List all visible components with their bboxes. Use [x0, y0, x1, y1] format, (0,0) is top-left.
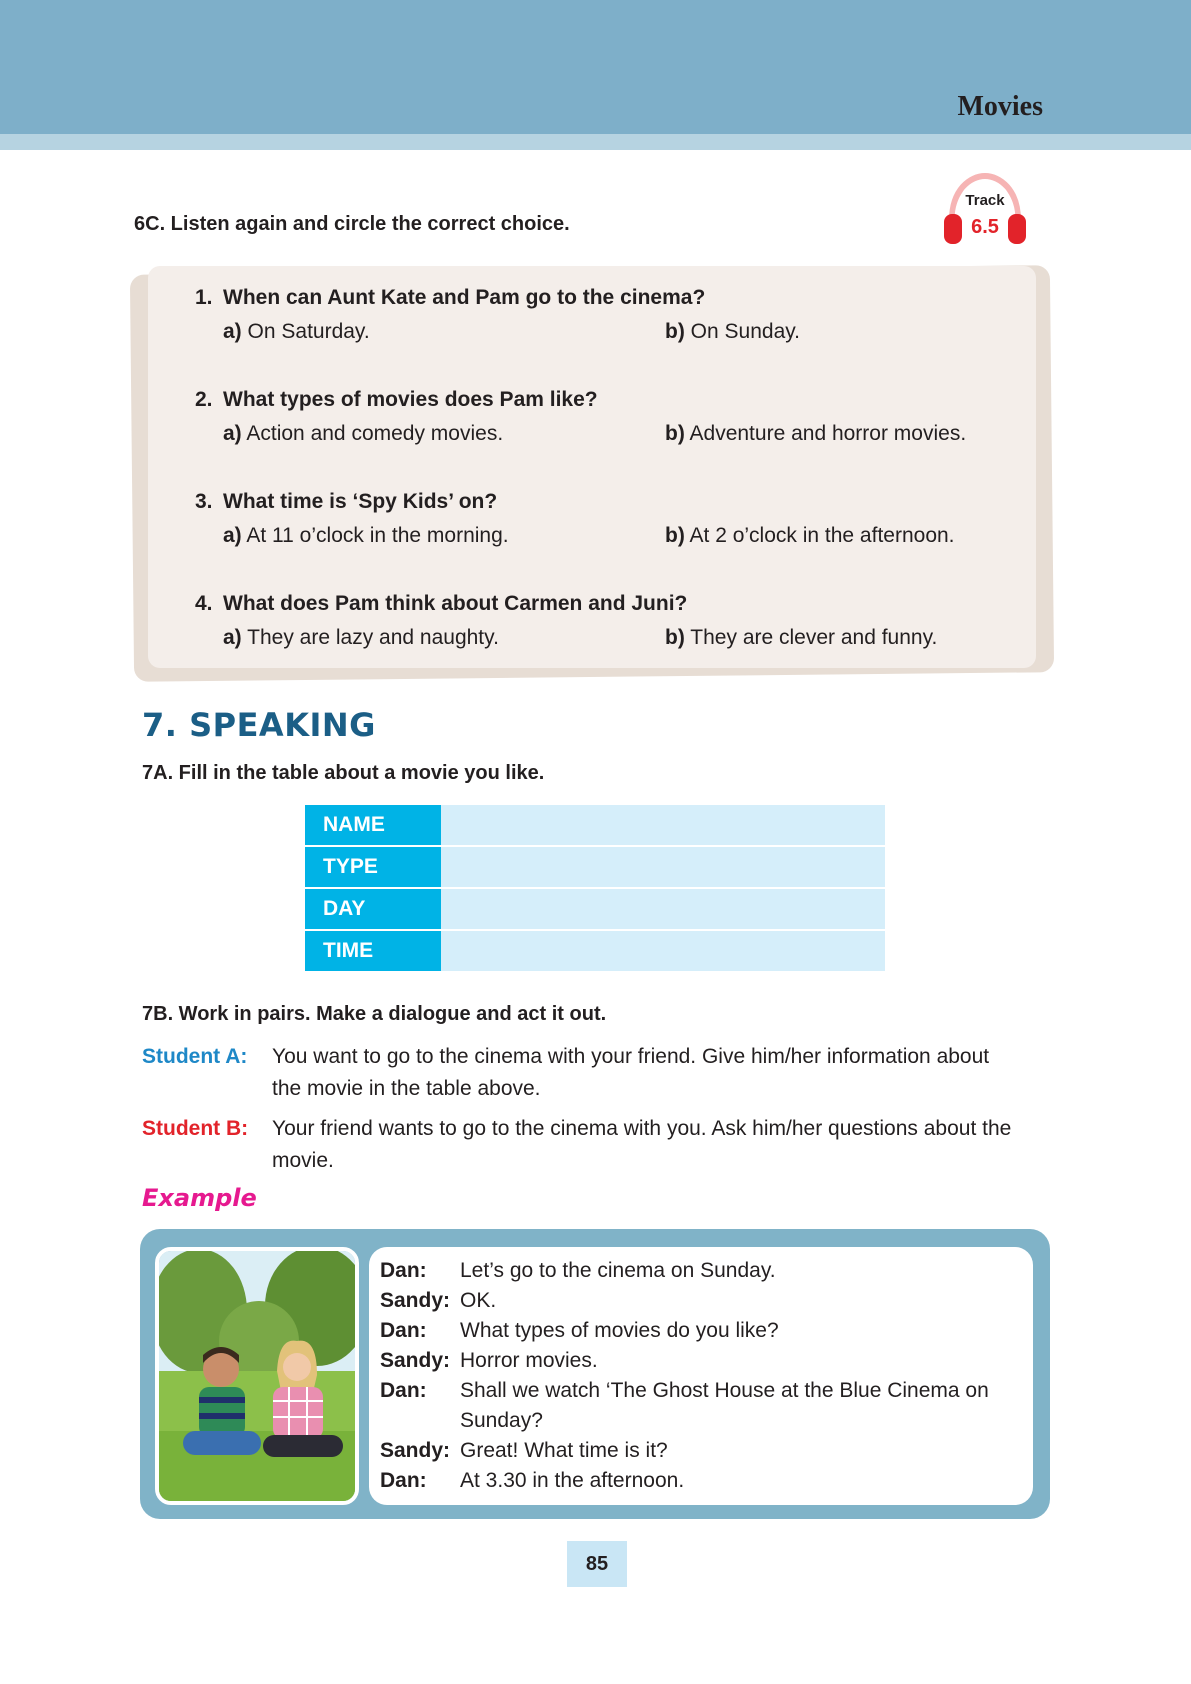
question-4: 4. What does Pam think about Carmen and Juni?	[195, 592, 688, 615]
student-a-label: Student A:	[142, 1045, 248, 1068]
dialogue-box	[369, 1247, 1033, 1505]
option-2a[interactable]: a) Action and comedy movies.	[223, 422, 504, 445]
option-2b[interactable]: b) Adventure and horror movies.	[665, 422, 967, 445]
header-stripe	[0, 134, 1191, 150]
table-label-day: DAY	[305, 889, 441, 929]
kids-photo	[155, 1247, 359, 1505]
option-3a[interactable]: a) At 11 o’clock in the morning.	[223, 524, 509, 547]
table-cell-time[interactable]	[441, 931, 885, 971]
track-badge[interactable]	[940, 172, 1030, 252]
question-1: 1. When can Aunt Kate and Pam go to the cinema?	[195, 286, 706, 309]
option-3b[interactable]: b) At 2 o’clock in the afternoon.	[665, 524, 955, 547]
table-row	[305, 805, 885, 845]
question-3: 3. What time is ‘Spy Kids’ on?	[195, 490, 498, 513]
option-4b[interactable]: b) They are clever and funny.	[665, 626, 938, 649]
instruction-6c: 6C. Listen again and circle the correct choice.	[134, 213, 570, 235]
student-a-line-2: the movie in the table above.	[272, 1077, 541, 1100]
table-row	[305, 889, 885, 929]
page-title: Movies	[957, 91, 1043, 122]
option-1a[interactable]: a) On Saturday.	[223, 320, 370, 343]
track-number: 6.5	[971, 216, 999, 238]
table-label-time: TIME	[305, 931, 441, 971]
table-label-type: TYPE	[305, 847, 441, 887]
table-cell-name[interactable]	[441, 805, 885, 845]
table-label-name: NAME	[305, 805, 441, 845]
option-4a[interactable]: a) They are lazy and naughty.	[223, 626, 499, 649]
page-number: 85	[567, 1541, 627, 1587]
section-title-speaking: 7. SPEAKING	[142, 706, 376, 744]
student-a-line-1: You want to go to the cinema with your friend. Give him/her information about	[272, 1045, 990, 1068]
movie-table	[305, 803, 885, 973]
headphones-icon	[940, 172, 1030, 252]
table-cell-day[interactable]	[441, 889, 885, 929]
table-cell-type[interactable]	[441, 847, 885, 887]
student-b-line-2: movie.	[272, 1149, 334, 1172]
student-b-line-1: Your friend wants to go to the cinema with you. Ask him/her questions about the	[272, 1117, 1012, 1140]
kids-illustration	[159, 1251, 355, 1501]
table-row	[305, 931, 885, 971]
option-1b[interactable]: b) On Sunday.	[665, 320, 801, 343]
example-label: Example	[142, 1184, 257, 1212]
track-label: Track	[965, 192, 1005, 209]
instruction-7a: 7A. Fill in the table about a movie you like.	[142, 762, 545, 784]
question-2: 2. What types of movies does Pam like?	[195, 388, 598, 411]
instruction-7b: 7B. Work in pairs. Make a dialogue and act it out.	[142, 1003, 607, 1025]
table-row	[305, 847, 885, 887]
student-b-label: Student B:	[142, 1117, 249, 1140]
